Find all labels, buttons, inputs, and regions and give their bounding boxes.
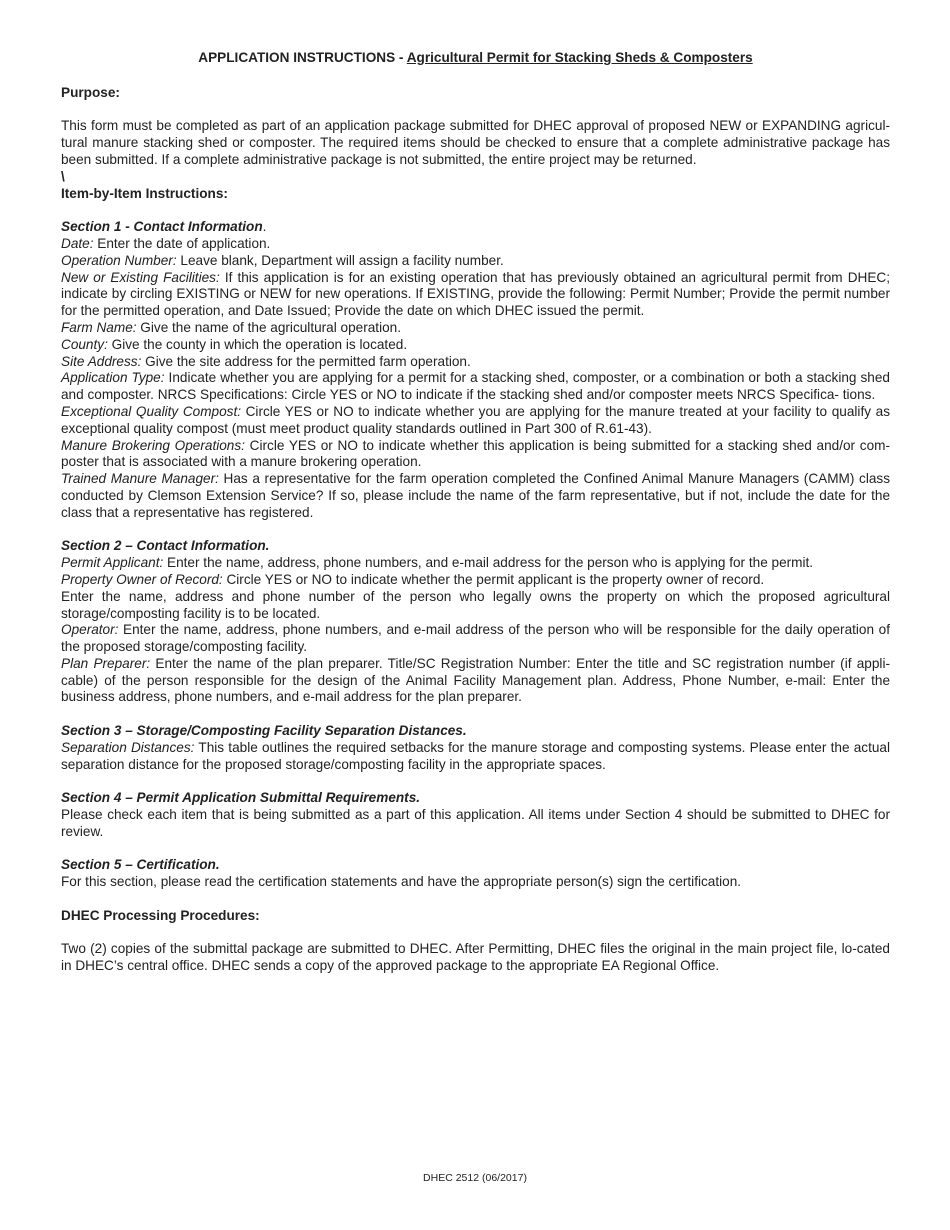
instruction-label: Operator:	[61, 622, 119, 638]
section2-heading: Section 2 – Contact Information.	[61, 538, 270, 554]
instruction-label: Separation Distances:	[61, 739, 195, 755]
instruction-item	[61, 253, 890, 270]
section3-items	[61, 740, 890, 774]
stray-backslash: \	[61, 168, 65, 184]
instruction-item	[61, 236, 890, 253]
instruction-item	[61, 370, 890, 404]
section5-heading: Section 5 – Certification.	[61, 857, 220, 873]
instruction-label: Site Address:	[61, 353, 142, 369]
instruction-label: Manure Brokering Operations:	[61, 437, 245, 453]
instruction-text: Enter the name of the plan preparer. Title/SC Registration Number: Enter the title and SC registration number (if appli-cable) of the person responsible for the design of the Animal Facility Management plan. Address, Phone Number, e-mail: Enter the business address, phone numbers, and e-mail address for the plan preparer.	[61, 655, 890, 705]
instruction-item	[61, 589, 890, 623]
instruction-item	[61, 740, 890, 774]
instruction-item	[61, 622, 890, 656]
instruction-item	[61, 337, 890, 354]
section1-items	[61, 236, 890, 522]
section5-text: For this section, please read the certification statements and have the appropriate person(s) sign the certification.	[61, 874, 742, 890]
instruction-item	[61, 270, 890, 320]
instruction-item	[61, 555, 890, 572]
instruction-label: Operation Number:	[61, 252, 177, 268]
instruction-text: Has a representative for the farm operation completed the Confined Animal Manure Managers (CAMM) class conducted by Clemson Extension Service? If so, please include the name of the farm representative, but if not, include the date for the class that a representative has registered.	[61, 471, 890, 520]
section3-heading: Section 3 – Storage/Composting Facility Separation Distances.	[61, 723, 467, 739]
instruction-item	[61, 354, 890, 371]
section2-items	[61, 555, 890, 706]
instruction-text: Circle YES or NO to indicate whether this application is being submitted for a stacking shed and/or com-poster that is associated with a manure brokering operation.	[61, 437, 890, 470]
instruction-label: Permit Applicant:	[61, 555, 164, 571]
instruction-label: Exceptional Quality Compost:	[61, 403, 241, 419]
instruction-item	[61, 320, 890, 337]
instruction-item	[61, 572, 890, 589]
instruction-text: Circle YES or NO to indicate whether the permit applicant is the property owner of record.	[222, 571, 765, 587]
instruction-label: Farm Name:	[61, 319, 137, 335]
instruction-item	[61, 656, 890, 706]
instruction-text: Enter the name, address, phone numbers, and e-mail address for the person who is applying for the permit.	[163, 555, 814, 571]
dhec-procedures-text: Two (2) copies of the submittal package are submitted to DHEC. After Permitting, DHEC files the original in the main project file, lo-cated in DHEC’s central office. DHEC sends a copy of the approved package to the appropriate EA Regional Office.	[61, 941, 890, 974]
dhec-procedures-heading: DHEC Processing Procedures:	[61, 907, 260, 923]
instruction-label: County:	[61, 336, 108, 352]
instruction-label: Plan Preparer:	[61, 655, 151, 671]
title-underlined: Agricultural Permit for Stacking Sheds & Composters	[406, 50, 753, 65]
document-title	[61, 50, 890, 67]
instruction-label: Trained Manure Manager:	[61, 471, 219, 487]
instruction-text: Give the name of the agricultural operation.	[136, 319, 402, 335]
purpose-text: This form must be completed as part of an application package submitted for DHEC approval of proposed NEW or EXPANDING agricul-tural manure stacking shed or composter. The required items should be checked to ensure that a complete administrative package has been submitted. If a complete administrative package is not submitted, the entire project may be returned.	[61, 118, 890, 167]
section4-heading: Section 4 – Permit Application Submittal Requirements.	[61, 790, 421, 806]
instruction-text: Enter the date of application.	[93, 235, 271, 251]
instruction-text: Give the county in which the operation is located.	[107, 336, 408, 352]
instruction-text: Enter the name, address, phone numbers, and e-mail address of the person who will be responsible for the daily operation of the proposed storage/composting facility.	[61, 622, 890, 655]
instruction-label: Application Type:	[61, 370, 165, 386]
instruction-item	[61, 471, 890, 521]
instruction-text: Give the site address for the permitted farm operation.	[141, 353, 471, 369]
instruction-label: New or Existing Facilities:	[61, 269, 220, 285]
instruction-text: Indicate whether you are applying for a permit for a stacking shed, composter, or a combination or both a stacking shed and composter. NRCS Specifications: Circle YES or NO to indicate if the stacking shed and/or composter meets NRCS Specifica- tions.	[61, 370, 890, 403]
instruction-text: If this application is for an existing operation that has previously obtained an agricultural permit from DHEC; indicate by circling EXISTING or NEW for new operations. If EXISTING, provide the following: Permit Number; Provide the permit number for the permitted operation, and Date Issued; Provide the date on which DHEC issued the permit.	[61, 269, 890, 319]
instruction-text: This table outlines the required setbacks for the manure storage and composting systems. Please enter the actual separation distance for the proposed storage/composting facility in the appropriate spaces.	[61, 739, 890, 772]
title-prefix: APPLICATION INSTRUCTIONS -	[198, 50, 407, 65]
instruction-item	[61, 438, 890, 472]
item-instructions-heading: Item-by-Item Instructions:	[61, 185, 228, 201]
section1-heading: Section 1 - Contact Information.	[61, 219, 267, 235]
instruction-item	[61, 404, 890, 438]
instruction-text: Leave blank, Department will assign a facility number.	[176, 252, 504, 268]
section4-text: Please check each item that is being submitted as a part of this application. All items under Section 4 should be submitted to DHEC for review.	[61, 807, 890, 839]
instruction-label: Property Owner of Record:	[61, 571, 223, 587]
form-footer: DHEC 2512 (06/2017)	[423, 1172, 527, 1184]
instruction-text: Enter the name, address and phone number of the person who legally owns the property on which the proposed agricultural storage/composting facility is to be located.	[61, 588, 890, 621]
instruction-text: Circle YES or NO to indicate whether you are applying for the manure treated at your facility to qualify as exceptional quality compost (must meet product quality standards outlined in Part 300 of R.61-43).	[61, 403, 890, 436]
purpose-heading: Purpose:	[61, 84, 120, 100]
document-page	[61, 50, 890, 975]
instruction-label: Date:	[61, 235, 94, 251]
